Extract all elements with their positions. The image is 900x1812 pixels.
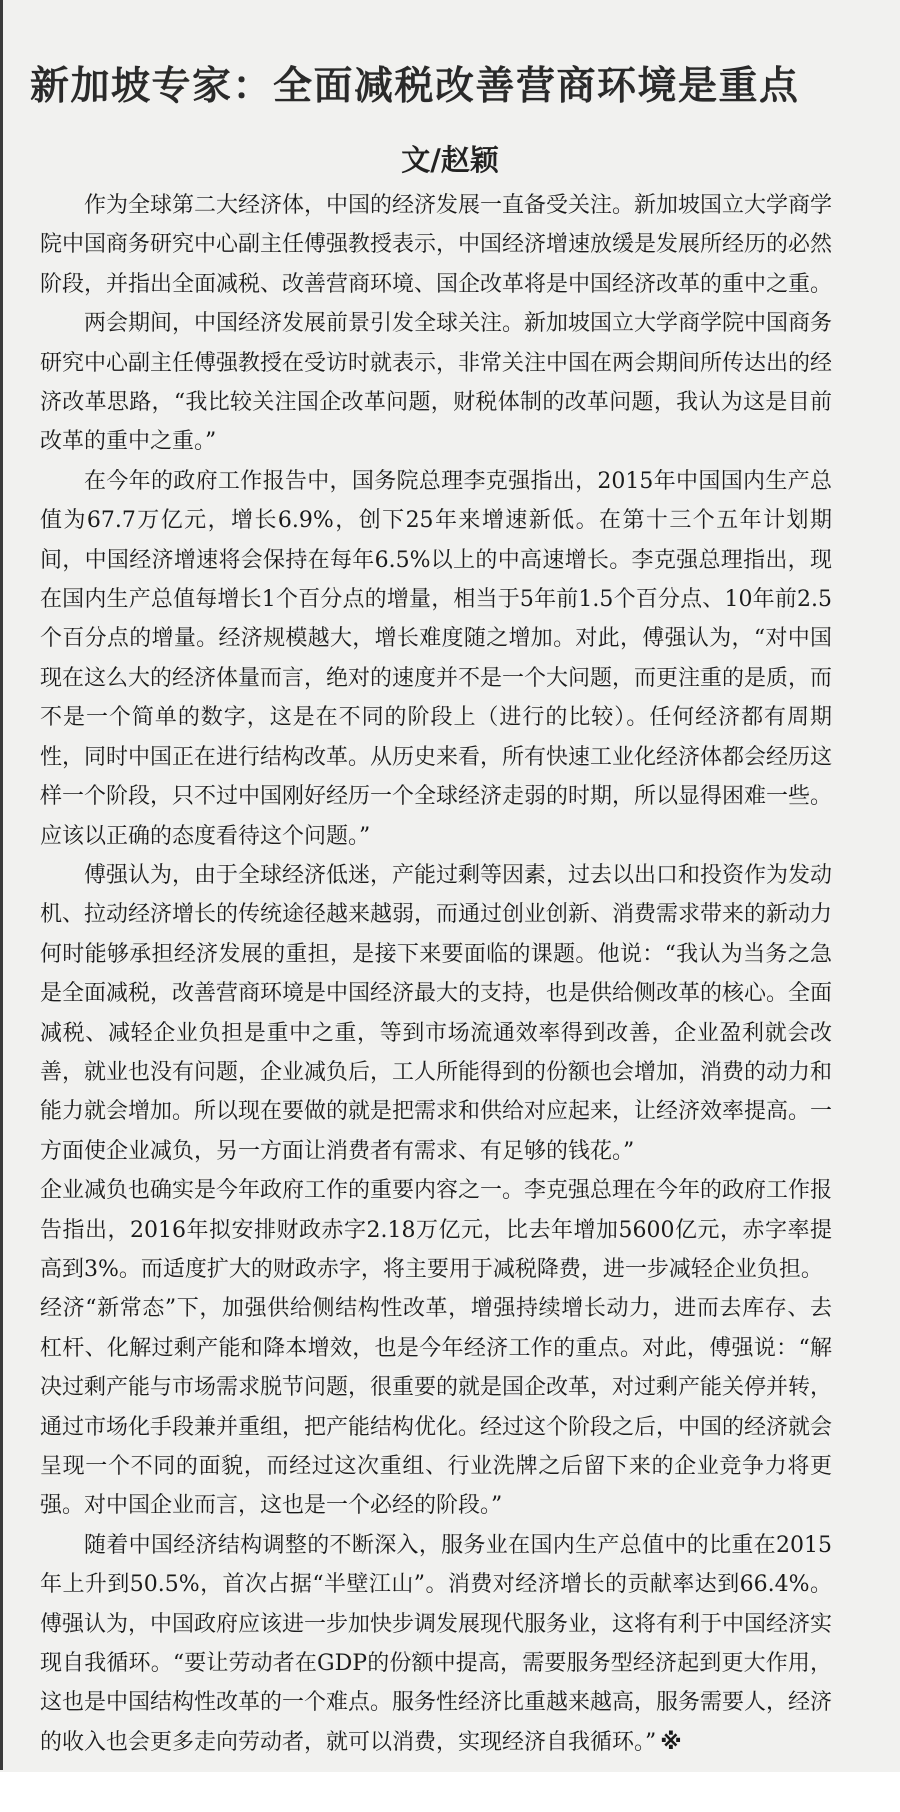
paragraph-2: 两会期间，中国经济发展前景引发全球关注。新加坡国立大学商学院中国商务研究中心副主任傅强教授在受访时就表示，非常关注中国在两会期间所传达出的经济改革思路，“我比较关注国企改革问题，财税体制的改革问题，我认为这是目前改革的重中之重。” [40,311,833,455]
paragraph-5: 企业减负也确实是今年政府工作的重要内容之一。李克强总理在今年的政府工作报告指出，2016年拟安排财政赤字2.18万亿元，比去年增加5600亿元，赤字率提高到3%。而适度扩大的财政赤字，将主要用于减税降费，进一步减轻企业负担。 [40,1178,833,1282]
end-mark-icon: ※ [660,1729,682,1755]
paragraph-3: 在今年的政府工作报告中，国务院总理李克强指出，2015年中国国内生产总值为67.7万亿元，增长6.9%，创下25年来增速新低。在第十三个五年计划期间，中国经济增速将会保持在每年6.5%以上的中高速增长。李克强总理指出，现在国内生产总值每增长1个百分点的增量，相当于5年前1.5个百分点、10年前2.5个百分点的增量。经济规模越大，增长难度随之增加。对此，傅强认为，“对中国现在这么大的经济体量而言，绝对的速度并不是一个大问题，而更注重的是质，而不是一个简单的数字，这是在不同的阶段上（进行的比较）。任何经济都有周期性，同时中国正在进行结构改革。从历史来看，所有快速工业化经济体都会经历这样一个阶段，只不过中国刚好经历一个全球经济走弱的时期，所以显得困难一些。应该以正确的态度看待这个问题。” [40,468,833,849]
paragraph-4: 傅强认为，由于全球经济低迷，产能过剩等因素，过去以出口和投资作为发动机、拉动经济增长的传统途径越来越弱，而通过创业创新、消费需求带来的新动力何时能够承担经济发展的重担，是接下来要面临的课题。他说：“我认为当务之急是全面减税，改善营商环境是中国经济最大的支持，也是供给侧改革的核心。全面减税、减轻企业负担是重中之重，等到市场流通效率得到改善，企业盈利就会改善，就业也没有问题，企业减负后，工人所能得到的份额也会增加，消费的动力和能力就会增加。所以现在要做的就是把需求和供给对应起来，让经济效率提高。一方面使企业减负，另一方面让消费者有需求、有足够的钱花。” [40,862,833,1164]
article-byline: 文/赵颖 [401,143,499,177]
paragraph-7-text: 随着中国经济结构调整的不断深入，服务业在国内生产总值中的比重在2015年上升到50.5%，首次占据“半壁江山”。消费对经济增长的贡献率达到66.4%。傅强认为，中国政府应该进一步加快步调发展现代服务业，这将有利于中国经济实现自我循环。“要让劳动者在GDP的份额中提高，需要服务型经济起到更大作用，这也是中国结构性改革的一个难点。服务性经济比重越来越高，服务需要人，经济的收入也会更多走向劳动者，就可以消费，实现经济自我循环。” [40,1532,833,1755]
article-title: 新加坡专家：全面减税改善营商环境是重点 [30,64,800,109]
paragraph-1: 作为全球第二大经济体，中国的经济发展一直备受关注。新加坡国立大学商学院中国商务研究中心副主任傅强教授表示，中国经济增速放缓是发展所经历的必然阶段，并指出全面减税、改善营商环境、国企改革将是中国经济改革的重中之重。 [40,193,833,297]
article-body [40,186,832,1762]
bottom-margin [0,1772,900,1812]
paragraph-7 [40,1526,832,1762]
paragraph-6: 经济“新常态”下，加强供给侧结构性改革，增强持续增长动力，进而去库存、去杠杆、化解过剩产能和降本增效，也是今年经济工作的重点。对此，傅强说：“解决过剩产能与市场需求脱节问题，很重要的就是国企改革，对过剩产能关停并转，通过市场化手段兼并重组，把产能结构优化。经过这个阶段之后，中国的经济就会呈现一个不同的面貌，而经过这次重组、行业洗牌之后留下来的企业竞争力将更强。对中国企业而言，这也是一个必经的阶段。” [40,1296,833,1519]
left-margin-rule [0,0,3,1770]
